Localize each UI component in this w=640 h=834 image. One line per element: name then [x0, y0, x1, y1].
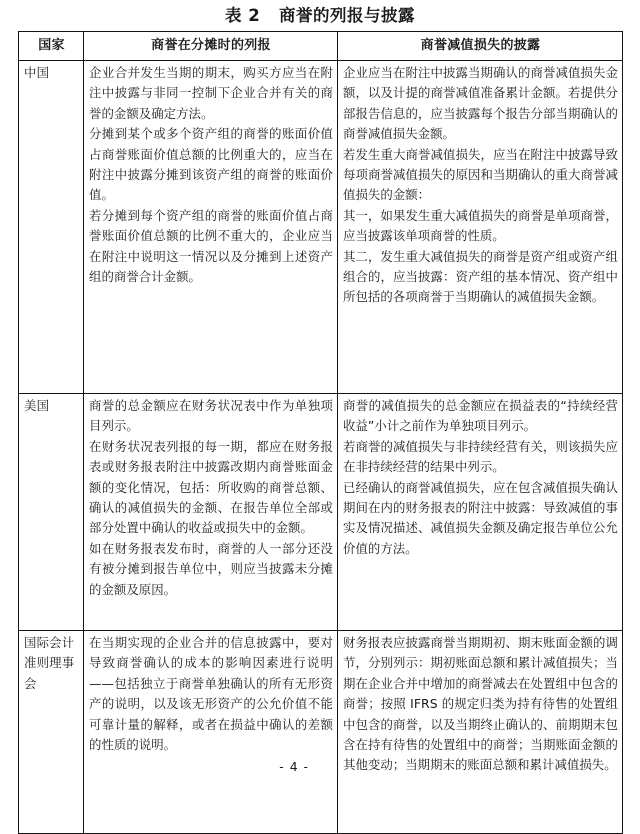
paragraph: 若发生重大商誉减值损失，应当在附注中披露导致每项商誉减值损失的原因和当期确认的重大商誉减值损失的金额：	[343, 146, 618, 203]
page-title: 表 2 商誉的列报与披露	[225, 6, 415, 25]
paragraph: 企业合并发生当期的期末，购买方应当在附注中披露与非同一控制下企业合并有关的商誉的金额及确定方法。	[89, 65, 333, 121]
paragraph: 若分摊到每个资产组的商誉的账面价值占商誉账面价值总额的比例不重大的，企业应当在附注中说明这一情况以及分摊到上述资产组的商誉合计金额。	[89, 207, 333, 285]
paragraph: 财务报表应披露商誉当期期初、期末账面金额的调节，分别列示：期初账面总额和累计减值损失；当期在企业合并中增加的商誉减去在处置组中包含的商誉；按照 IFRS 的规定归类为持有待售的处置组中包含的商誉，以及当期终止确认的、前期期末包含在持有待售的处置组中的商誉；当期账面金额的其他变动；当期期末的账面总额和累计减值损失。	[343, 635, 618, 773]
paragraph: 其二，发生重大减值损失的商誉是资产组或资产组组合的，应当披露：资产组的基本情况、资产组中所包括的各项商誉于当期确认的减值损失金额。	[343, 248, 618, 305]
paragraph: 已经确认的商誉减值损失，应在包含减值损失确认期间在内的财务报表的附注中披露：导致减值的事实及情况描述、减值损失金额及确定报告单位公允价值的方法。	[343, 479, 618, 556]
paragraph: 在当期实现的企业合并的信息披露中，要对导致商誉确认的成本的影响因素进行说明——包括独立于商誉单独确认的所有无形资产的说明，以及该无形资产的公允价值不能可靠计量的解释，或者在损益中确认的差额的性质的说明。	[89, 635, 333, 753]
cell-disclosure-china	[338, 61, 623, 394]
paragraph: 如在财务报表发布时，商誉的人一部分还没有被分摊到报告单位中，则应当披露未分摊的金额及原因。	[89, 540, 333, 597]
cell-presentation-china	[84, 61, 338, 394]
paragraph: 企业应当在附注中披露当期确认的商誉减值损失金额，以及计提的商誉减值准备累计金额。若提供分部报告信息的，应当披露每个报告分部当期确认的商誉减值损失金额。	[343, 65, 618, 142]
paragraph: 其一，如果发生重大减值损失的商誉是单项商誉，应当披露该单项商誉的性质。	[343, 207, 618, 244]
column-header-country: 国家	[19, 32, 84, 61]
goodwill-presentation-disclosure-table	[18, 31, 623, 834]
page-number-footer: - 4 -	[279, 759, 309, 774]
table-row	[19, 61, 623, 394]
table-row	[19, 631, 623, 834]
table-row	[19, 394, 623, 631]
cell-disclosure-usa	[338, 394, 623, 631]
cell-disclosure-iasb	[338, 631, 623, 834]
paragraph: 商誉的减值损失的总金额应在损益表的“持续经营收益”小计之前作为单独项目列示。	[343, 398, 618, 434]
cell-presentation-iasb	[84, 631, 338, 834]
paragraph: 若商誉的减值损失与非持续经营有关，则该损失应在非持续经营的结果中列示。	[343, 438, 618, 475]
row-country-usa: 美国	[19, 394, 84, 631]
paragraph: 在财务状况表列报的每一期，都应在财务报表或财务报表附注中披露改期内商誉账面金额的变化情况，包括：所收购的商誉总额、确认的减值损失的金额、在报告单位全部或部分处置中确认的收益或损失中的金额。	[89, 438, 333, 536]
cell-presentation-usa	[84, 394, 338, 631]
table-header-row	[19, 32, 623, 61]
row-country-iasb: 国际会计准则理事会	[19, 631, 84, 834]
paragraph: 分摊到某个或多个资产组的商誉的账面价值占商誉账面价值总额的比例重大的，应当在附注中披露分摊到该资产组的商誉的账面价值。	[89, 126, 333, 203]
paragraph: 商誉的总金额应在财务状况表中作为单独项目列示。	[89, 398, 333, 434]
table-body	[19, 61, 623, 834]
column-header-disclosure: 商誉减值损失的披露	[338, 32, 623, 61]
table-header	[19, 32, 623, 61]
column-header-presentation: 商誉在分摊时的列报	[84, 32, 338, 61]
row-country-china: 中国	[19, 61, 84, 394]
